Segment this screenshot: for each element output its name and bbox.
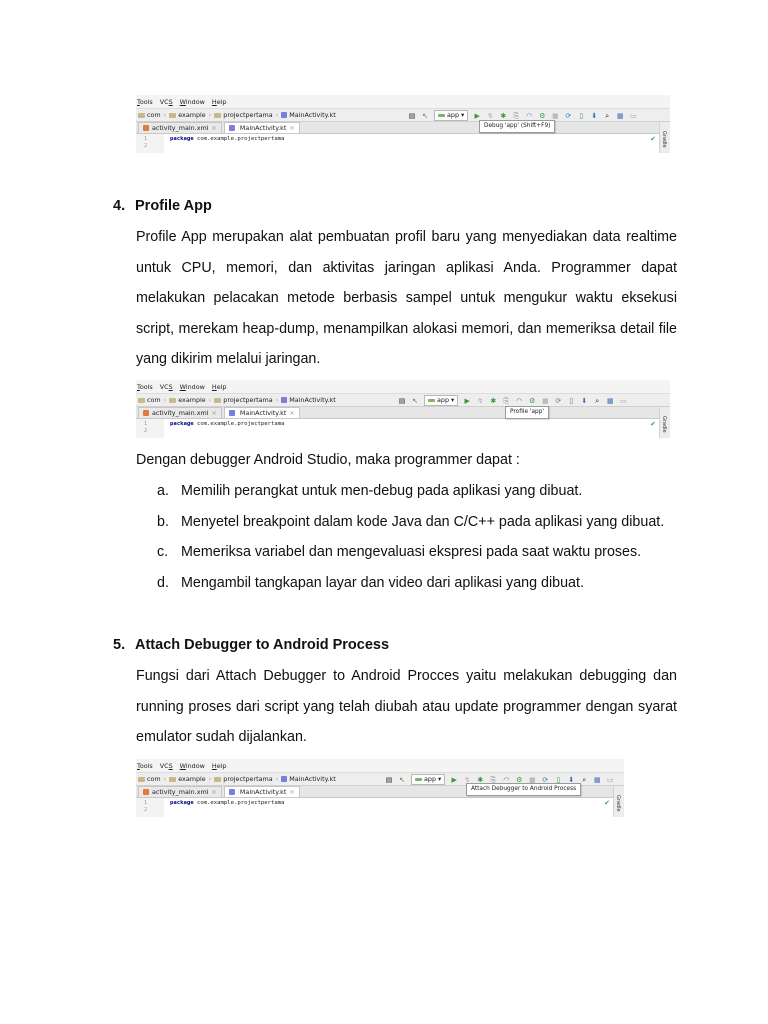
code-line: package com.example.projectpertama [170, 800, 285, 806]
ide-screenshot-profile [136, 380, 670, 438]
debug-icon[interactable]: ✱ [500, 111, 507, 120]
folder-icon [138, 398, 145, 403]
layout-inspector-icon[interactable]: ▭ [606, 775, 614, 784]
folder-icon [214, 777, 221, 782]
kotlin-file-icon [281, 112, 287, 118]
close-icon[interactable]: × [211, 788, 217, 796]
code-editor[interactable] [136, 134, 670, 153]
coverage-icon[interactable]: ⎘ [490, 775, 497, 784]
code-line: package com.example.projectpertama [170, 421, 285, 427]
layout-inspector-icon[interactable]: ▭ [629, 111, 637, 120]
debug-icon[interactable]: ✱ [490, 396, 497, 405]
menu-help[interactable]: Help [211, 97, 227, 106]
apply-changes-icon[interactable]: ↯ [487, 111, 494, 120]
search-icon[interactable]: ⌕ [605, 111, 610, 120]
avd-manager-icon[interactable]: ▯ [556, 775, 561, 784]
search-icon[interactable]: ⌕ [582, 775, 587, 784]
capability-list [157, 482, 664, 604]
tooltip: Attach Debugger to Android Process [466, 783, 581, 796]
breadcrumb-com[interactable]: com [138, 111, 161, 119]
line-gutter: 1 2 [136, 419, 164, 438]
project-structure-icon[interactable]: ▦ [606, 396, 614, 405]
breadcrumb-example[interactable]: example [169, 111, 206, 119]
xml-file-icon [143, 789, 149, 795]
breadcrumb-mainactivity[interactable]: MainActivity.kt [281, 111, 335, 119]
search-icon[interactable]: ⌕ [595, 396, 600, 405]
breadcrumb-mainactivity[interactable]: MainActivity.kt [281, 396, 335, 404]
section-number: 4. [113, 198, 126, 214]
side-tool-window-bar[interactable] [613, 786, 624, 817]
breadcrumb-projectpertama[interactable]: projectpertama [214, 396, 272, 404]
project-structure-icon[interactable]: ▦ [593, 775, 601, 784]
folder-icon [169, 113, 176, 118]
menu-window[interactable]: Window [179, 97, 205, 106]
tab-activity-main-xml[interactable]: activity_main.xml × [138, 786, 222, 797]
debugger-intro: Dengan debugger Android Studio, maka programmer dapat : [136, 452, 520, 468]
sdk-manager-icon[interactable]: ⬇ [591, 111, 598, 120]
tab-activity-main-xml[interactable]: activity_main.xml × [138, 122, 222, 133]
sync-gradle-icon[interactable]: ⟳ [542, 775, 549, 784]
checkmark-icon: ✔ [650, 135, 656, 143]
run-config-select[interactable]: app ▾ [411, 774, 445, 785]
attach-debugger-icon[interactable]: ⚙ [529, 396, 536, 405]
sdk-manager-icon[interactable]: ⬇ [581, 396, 588, 405]
close-icon[interactable]: × [211, 124, 217, 132]
sync-gradle-icon[interactable]: ⟳ [555, 396, 562, 405]
breadcrumb-example[interactable]: example [169, 775, 206, 783]
code-editor[interactable] [136, 419, 670, 438]
structure-icon[interactable]: ▤ [408, 111, 416, 120]
menu-vcs[interactable]: VCS [159, 382, 173, 391]
attach-debugger-icon[interactable]: ⚙ [539, 111, 546, 120]
debug-icon[interactable]: ✱ [477, 775, 484, 784]
list-item: b. Menyetel breakpoint dalam kode Java dan C/C++ pada aplikasi yang dibuat. [157, 513, 665, 530]
apply-changes-icon[interactable]: ↯ [477, 396, 484, 405]
android-icon [428, 399, 435, 402]
section-title: Attach Debugger to Android Process [135, 637, 390, 653]
navigation-bar [136, 108, 670, 122]
section-title: Profile App [135, 198, 212, 214]
stop-icon[interactable]: ■ [541, 396, 549, 405]
xml-file-icon [143, 125, 149, 131]
run-icon[interactable]: ▶ [451, 775, 457, 784]
gradle-panel-label[interactable]: Gradle [661, 416, 667, 433]
section-number: 5. [113, 637, 126, 653]
breadcrumb-mainactivity[interactable]: MainActivity.kt [281, 775, 335, 783]
tab-activity-main-xml[interactable]: activity_main.xml × [138, 407, 222, 418]
run-icon[interactable]: ▶ [474, 111, 480, 120]
android-icon [438, 114, 445, 117]
folder-icon [138, 113, 145, 118]
section-4-heading [113, 197, 212, 215]
tab-mainactivity-kt[interactable]: MainActivity.kt × [224, 407, 300, 418]
breadcrumb-example[interactable]: example [169, 396, 206, 404]
kotlin-file-icon [229, 410, 235, 416]
menu-tools[interactable]: Tools [137, 761, 153, 770]
ide-screenshot-debug [136, 95, 670, 153]
section-4-paragraph: Profile App merupakan alat pembuatan profil baru yang menyediakan data realtime untuk CPU, memori, dan aktivitas jaringan aplikasi Anda. Programmer dapat melakukan pelacakan metode berbasis sampel untuk mengukur waktu eksekusi script, merekam heap-dump, menampilkan alokasi memori, dan memeriksa detail file yang dikirim melalui jaringan. [136, 229, 677, 367]
editor-tabs [136, 407, 670, 419]
code-line: package com.example.projectpertama [170, 136, 285, 142]
hammer-icon[interactable]: ↖ [399, 775, 405, 784]
attach-debugger-icon[interactable]: ⚙ [516, 775, 523, 784]
checkmark-icon: ✔ [604, 799, 610, 807]
tab-mainactivity-kt[interactable]: MainActivity.kt × [224, 786, 300, 797]
menu-tools[interactable]: Tools [137, 382, 153, 391]
code-editor[interactable] [136, 798, 624, 817]
close-icon[interactable]: × [289, 788, 295, 796]
menu-bar [136, 380, 670, 393]
kotlin-file-icon [229, 789, 235, 795]
profile-icon[interactable]: ◠ [526, 111, 533, 120]
project-structure-icon[interactable]: ▦ [616, 111, 624, 120]
stop-icon[interactable]: ■ [528, 775, 536, 784]
coverage-icon[interactable]: ⎘ [513, 111, 520, 120]
menu-bar [136, 95, 670, 108]
tooltip: Debug 'app' (Shift+F9) [479, 120, 555, 133]
menu-bar [136, 759, 624, 772]
menu-vcs[interactable]: VCS [159, 761, 173, 770]
run-icon[interactable]: ▶ [464, 396, 470, 405]
section-5-paragraph: Fungsi dari Attach Debugger to Android Procces yaitu melakukan debugging dan running proses dari script yang telah diubah atau update programmer dengan syarat emulator sudah dijalankan. [136, 668, 677, 745]
breadcrumb: com › example › projectpertama › MainActivity.kt [138, 396, 336, 404]
sdk-manager-icon[interactable]: ⬇ [568, 775, 575, 784]
list-item: c. Memeriksa variabel dan mengevaluasi ekspresi pada saat waktu proses. [157, 544, 642, 560]
coverage-icon[interactable]: ⎘ [503, 396, 510, 405]
structure-icon[interactable]: ▤ [385, 775, 393, 784]
run-config-select[interactable]: app ▾ [424, 395, 458, 406]
close-icon[interactable]: × [289, 409, 295, 417]
toolbar [398, 395, 627, 406]
layout-inspector-icon[interactable]: ▭ [619, 396, 627, 405]
folder-icon [138, 777, 145, 782]
profile-icon[interactable]: ◠ [503, 775, 510, 784]
tooltip: Profile 'app' [505, 406, 549, 419]
line-gutter: 1 2 [136, 134, 164, 153]
apply-changes-icon[interactable]: ↯ [464, 775, 471, 784]
folder-icon [214, 113, 221, 118]
gradle-panel-label[interactable]: Gradle [661, 131, 667, 148]
close-icon[interactable]: × [289, 124, 295, 132]
editor-tabs [136, 122, 670, 134]
structure-icon[interactable]: ▤ [398, 396, 406, 405]
breadcrumb-projectpertama[interactable]: projectpertama [214, 111, 272, 119]
navigation-bar [136, 393, 670, 407]
breadcrumb: com › example › projectpertama › MainActivity.kt [138, 111, 336, 119]
avd-manager-icon[interactable]: ▯ [569, 396, 574, 405]
section-5-heading [113, 636, 389, 654]
kotlin-file-icon [229, 125, 235, 131]
close-icon[interactable]: × [211, 409, 217, 417]
tab-mainactivity-kt[interactable]: MainActivity.kt × [224, 122, 300, 133]
menu-tools[interactable]: Tools [137, 97, 153, 106]
menu-help[interactable]: Help [211, 382, 227, 391]
avd-manager-icon[interactable]: ▯ [579, 111, 584, 120]
folder-icon [214, 398, 221, 403]
menu-window[interactable]: Window [179, 382, 205, 391]
breadcrumb-com[interactable]: com [138, 396, 161, 404]
menu-vcs[interactable]: VCS [159, 97, 173, 106]
list-item: a. Memilih perangkat untuk men-debug pada aplikasi yang dibuat. [157, 483, 583, 499]
side-tool-window-bar[interactable] [659, 122, 670, 153]
checkmark-icon: ✔ [650, 420, 656, 428]
gradle-panel-label[interactable]: Gradle [615, 795, 621, 812]
profile-icon[interactable]: ◠ [516, 396, 522, 405]
sync-gradle-icon[interactable]: ⟳ [565, 111, 572, 120]
breadcrumb-projectpertama[interactable]: projectpertama [214, 775, 272, 783]
side-tool-window-bar[interactable] [659, 407, 670, 438]
line-gutter: 1 2 [136, 798, 164, 817]
menu-help[interactable]: Help [211, 761, 227, 770]
menu-window[interactable]: Window [179, 761, 205, 770]
list-item: d. Mengambil tangkapan layar dan video dari aplikasi yang dibuat. [157, 574, 584, 591]
folder-icon [169, 398, 176, 403]
android-icon [415, 778, 422, 781]
breadcrumb-com[interactable]: com [138, 775, 161, 783]
run-config-select[interactable]: app ▾ [434, 110, 468, 121]
hammer-icon[interactable]: ↖ [412, 396, 418, 405]
kotlin-file-icon [281, 776, 287, 782]
folder-icon [169, 777, 176, 782]
kotlin-file-icon [281, 397, 287, 403]
breadcrumb: com › example › projectpertama › MainActivity.kt [138, 775, 336, 783]
hammer-icon[interactable]: ↖ [422, 111, 428, 120]
stop-icon[interactable]: ■ [551, 111, 559, 120]
xml-file-icon [143, 410, 149, 416]
ide-screenshot-attach-debugger [136, 759, 624, 817]
